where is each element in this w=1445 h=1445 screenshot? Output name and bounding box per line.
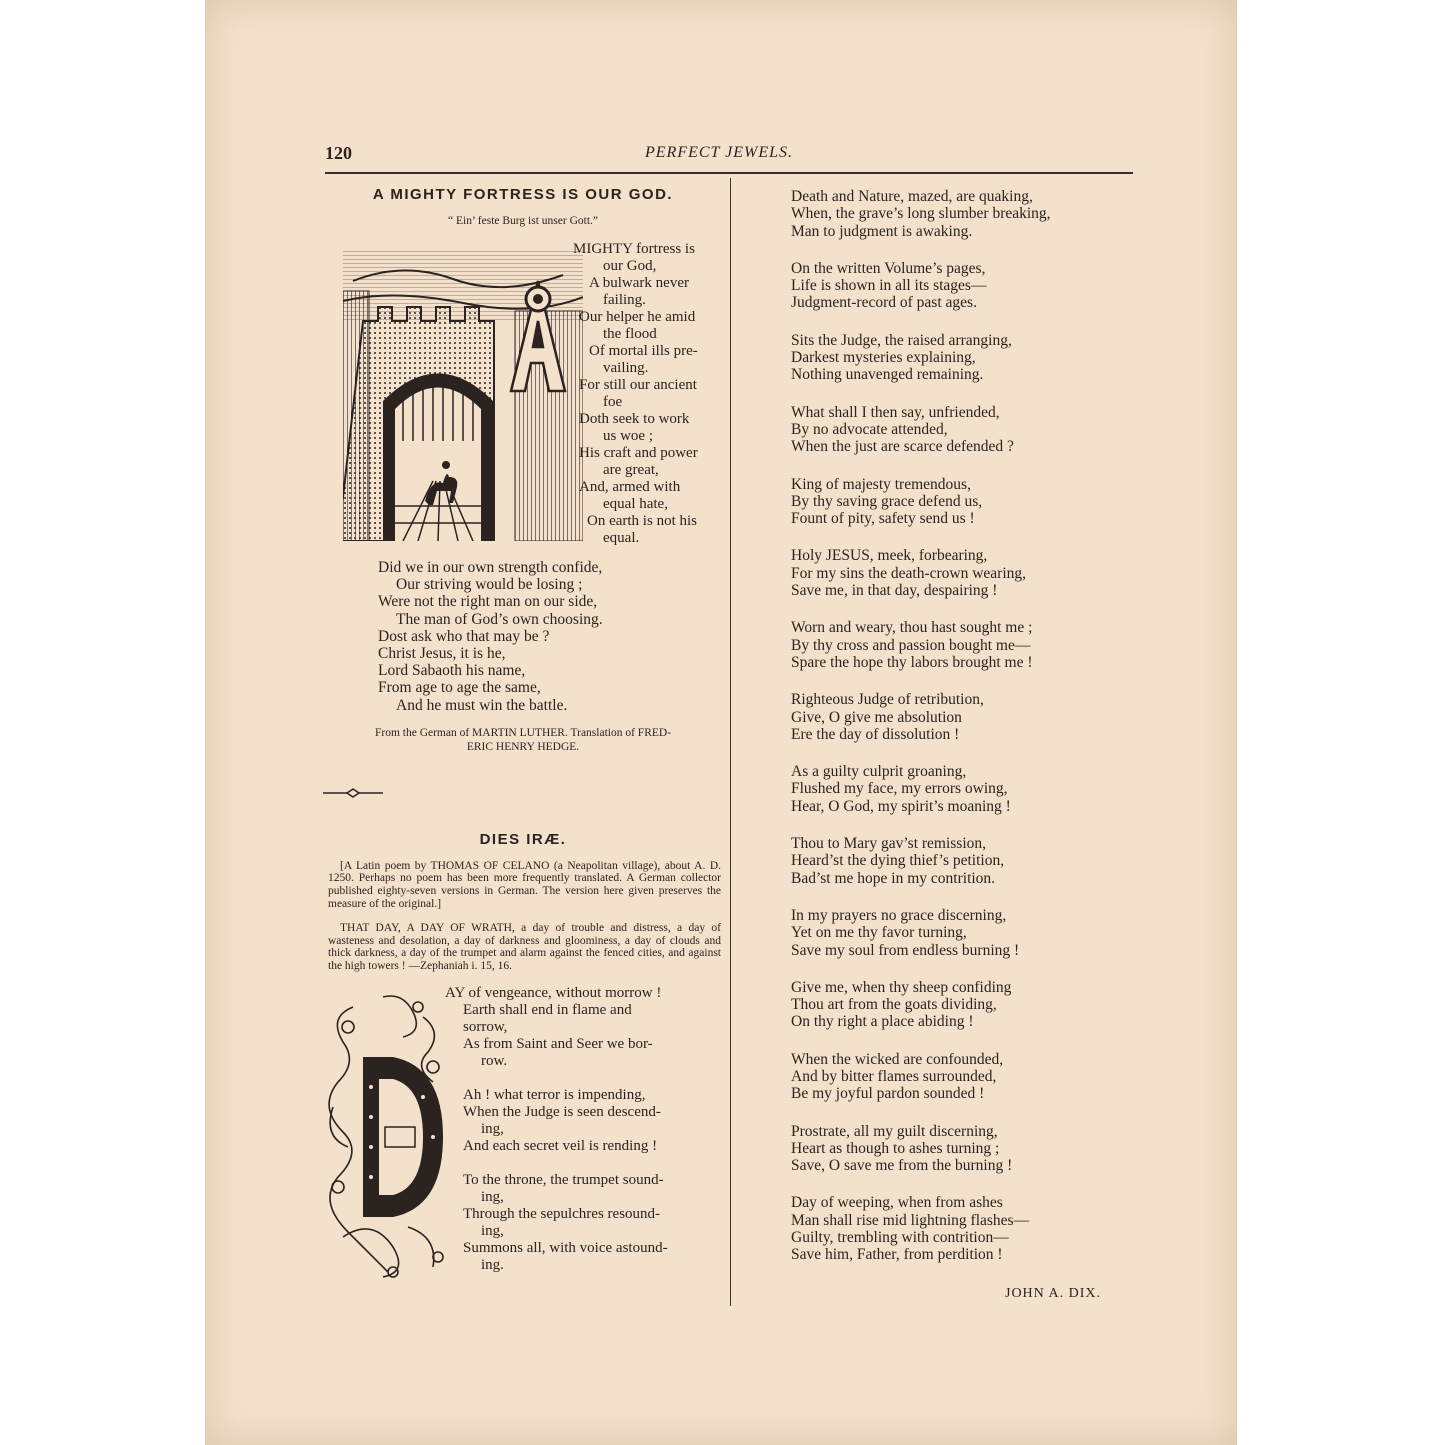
dies-stanza (791, 1194, 1111, 1263)
dies-stanza (791, 332, 1111, 384)
stanza-line: As a guilty culprit groaning, (791, 763, 967, 781)
dies-intro: [A Latin poem by THOMAS OF CELANO (a Neapolitan village), about A. D. 1250. Perhaps no poem has been more frequently translated. A German collector published eighty-seven versions in German. The version here given preserves the measure of the original.] (328, 859, 721, 910)
stanza-line: By thy saving grace defend us, (791, 492, 983, 510)
fortress-second-stanza (378, 559, 723, 714)
running-head: PERFECT JEWELS. (645, 144, 794, 161)
dies-line: ing, (481, 1222, 504, 1239)
stanza-gap (463, 1070, 723, 1087)
dies-line: ing. (481, 1256, 504, 1273)
fortress-line: On earth is not his (587, 513, 697, 529)
stanza-gap (463, 1155, 723, 1172)
stanza-line: When the wicked are confounded, (791, 1050, 1004, 1068)
stanza-line: Darkest mysteries explaining, (791, 349, 976, 367)
fortress-line: Our helper he amid (579, 309, 696, 325)
dies-opening (323, 983, 723, 1293)
stanza-line: Spare the hope thy labors brought me ! (791, 653, 1033, 671)
dies-line: ing, (481, 1120, 504, 1137)
dies-line: And each secret veil is rending ! (463, 1137, 658, 1154)
stanza-line: Ere the day of dissolution ! (791, 725, 960, 743)
dies-stanza (791, 188, 1111, 240)
stanza-line: Christ Jesus, it is he, (378, 645, 506, 663)
fortress-subtitle: “ Ein’ feste Burg ist unser Gott.” (448, 215, 598, 227)
stanza-line: Guilty, trembling with contrition— (791, 1229, 1009, 1247)
stanza-line: Bad’st me hope in my contrition. (791, 869, 996, 887)
stanza-line: Did we in our own strength confide, (378, 559, 603, 576)
stanza-line: Sits the Judge, the raised arranging, (791, 331, 1012, 349)
fortress-line: our God, (603, 258, 657, 274)
fortress-title: A MIGHTY FORTRESS IS OUR GOD. (372, 186, 674, 203)
stanza-line: Man shall rise mid lightning flashes— (791, 1211, 1030, 1229)
attribution-line: From the German of MARTIN LUTHER. Translation of FRED- (374, 726, 672, 739)
fortress-line: MIGHTY fortress is (573, 241, 695, 257)
fortress-line: us woe ; (603, 428, 653, 444)
stanza-line: By no advocate attended, (791, 420, 948, 438)
stanza-line: Thou art from the goats dividing, (791, 996, 997, 1014)
fortress-first-stanza (573, 241, 723, 547)
stanza-line: Thou to Mary gav’st remission, (791, 835, 987, 853)
dies-line: Through the sepulchres resound- (463, 1205, 661, 1222)
right-column (791, 188, 1111, 1284)
poem-signature: JOHN A. DIX. (1005, 1286, 1101, 1301)
stanza-line: Heart as though to ashes turning ; (791, 1139, 1000, 1157)
stanza-line: Nothing unavenged remaining. (791, 366, 984, 384)
dies-line: row. (481, 1052, 508, 1069)
fortress-attribution (323, 726, 723, 754)
dies-epigraph: THAT DAY, A DAY OF WRATH, a day of trouble and distress, a day of wasteness and desolation, a day of darkness and gloominess, a day of clouds and thick darkness, a day of the trumpet and alarm against the fenced cities, and against the high towers ! —Zephaniah i. 15, 16. (328, 922, 721, 972)
stanza-line: Man to judgment is awaking. (791, 222, 973, 240)
stanza-line: Save, O save me from the burning ! (791, 1157, 1013, 1175)
fortress-opening (323, 241, 723, 559)
stanza-line: Yet on me thy favor turning, (791, 924, 967, 942)
stanza-line: Day of weeping, when from ashes (791, 1194, 1003, 1212)
dies-stanza (791, 619, 1111, 671)
stanza-line: Our striving would be losing ; (396, 576, 583, 594)
attribution-line: ERIC HENRY HEDGE. (466, 740, 580, 753)
stanza-line: Dost ask who that may be ? (378, 627, 550, 645)
dies-line: sorrow, (463, 1018, 508, 1035)
dies-stanza (791, 1051, 1111, 1103)
fortress-gate-illustration (343, 251, 583, 541)
stanza-line: By thy cross and passion bought me— (791, 636, 1031, 654)
fortress-line: are great, (603, 462, 659, 478)
fortress-line: A bulwark never (589, 275, 689, 291)
ornate-initial-d (323, 987, 453, 1287)
stanza-line: Prostrate, all my guilt discerning, (791, 1122, 998, 1140)
dies-line: ing, (481, 1188, 504, 1205)
page-number: 120 (325, 143, 352, 163)
book-page (205, 0, 1237, 1445)
stanza-line: Flushed my face, my errors owing, (791, 780, 1008, 798)
stanza-line: Save me, in that day, despairing ! (791, 582, 998, 600)
dies-line: When the Judge is seen descend- (463, 1103, 661, 1120)
dies-stanza (791, 835, 1111, 887)
dies-stanza (791, 979, 1111, 1031)
dies-stanza (791, 476, 1111, 528)
stanza-line: For my sins the death-crown wearing, (791, 564, 1027, 582)
stanza-line: Save my soul from endless burning ! (791, 941, 1020, 959)
stanza-line: Give, O give me absolution (791, 708, 962, 726)
left-column (323, 180, 723, 1293)
dies-title: DIES IRÆ. (479, 830, 567, 848)
dies-stanza (791, 907, 1111, 959)
dies-stanza (791, 763, 1111, 815)
stanza-line: Life is shown in all its stages— (791, 277, 987, 295)
stanza-line: On the written Volume’s pages, (791, 259, 986, 277)
stanza-line: What shall I then say, unfriended, (791, 403, 1000, 421)
dies-line: Earth shall end in flame and (463, 1001, 632, 1018)
stanza-line: And by bitter flames surrounded, (791, 1067, 997, 1085)
dies-first-stanzas (445, 984, 723, 1274)
dies-line: Summons all, with voice astound- (463, 1239, 668, 1256)
dies-stanza (791, 691, 1111, 743)
stanza-line: Righteous Judge of retribution, (791, 691, 984, 709)
stanza-line: Were not the right man on our side, (378, 593, 598, 611)
dies-line: To the throne, the trumpet sound- (463, 1171, 664, 1188)
stanza-line: Fount of pity, safety send us ! (791, 510, 975, 528)
fortress-line: Of mortal ills pre- (589, 343, 698, 359)
fortress-line: For still our ancient (579, 377, 697, 393)
stanza-line: The man of God’s own choosing. (396, 610, 603, 628)
column-divider (730, 178, 731, 1306)
fortress-line: And, armed with (579, 479, 681, 495)
dies-line: Ah ! what terror is impending, (463, 1086, 646, 1103)
fortress-line: foe (603, 394, 623, 410)
fortress-line: equal hate, (603, 496, 668, 512)
dies-stanza (791, 260, 1111, 312)
stanza-line: And he must win the battle. (396, 696, 568, 714)
dies-stanza (791, 404, 1111, 456)
stanza-line: Give me, when thy sheep confiding (791, 978, 1012, 996)
stanza-line: Holy JESUS, meek, forbearing, (791, 547, 988, 565)
stanza-line: King of majesty tremendous, (791, 475, 971, 493)
stanza-line: Death and Nature, mazed, are quaking, (791, 188, 1033, 205)
stanza-line: Worn and weary, thou hast sought me ; (791, 619, 1033, 637)
stanza-line: In my prayers no grace discerning, (791, 906, 1007, 924)
stanza-line: Hear, O God, my spirit’s moaning ! (791, 797, 1011, 815)
stanza-line: When the just are scarce defended ? (791, 438, 1014, 456)
fortress-line: Doth seek to work (579, 411, 690, 427)
stanza-line: When, the grave’s long slumber breaking, (791, 205, 1051, 223)
header-rule (325, 172, 1133, 174)
stanza-line: Be my joyful pardon sounded ! (791, 1085, 985, 1103)
fortress-line: failing. (603, 292, 646, 308)
stanza-line: Save him, Father, from perdition ! (791, 1246, 1003, 1264)
fortress-line: vailing. (603, 360, 649, 376)
section-ornament (323, 788, 383, 798)
stanza-line: Judgment-record of past ages. (791, 294, 977, 312)
stanza-line: From age to age the same, (378, 679, 541, 697)
stanza-line: On thy right a place abiding ! (791, 1013, 974, 1031)
dies-line: AY of vengeance, without morrow ! (445, 984, 662, 1001)
dies-stanza (791, 1123, 1111, 1175)
stanza-line: Heard’st the dying thief’s petition, (791, 852, 1005, 870)
dies-line: As from Saint and Seer we bor- (463, 1035, 653, 1052)
dies-stanza (791, 547, 1111, 599)
fortress-line: the flood (603, 326, 657, 342)
fortress-line: His craft and power (579, 445, 698, 461)
stanza-line: Lord Sabaoth his name, (378, 662, 526, 680)
fortress-line: equal. (603, 530, 640, 546)
